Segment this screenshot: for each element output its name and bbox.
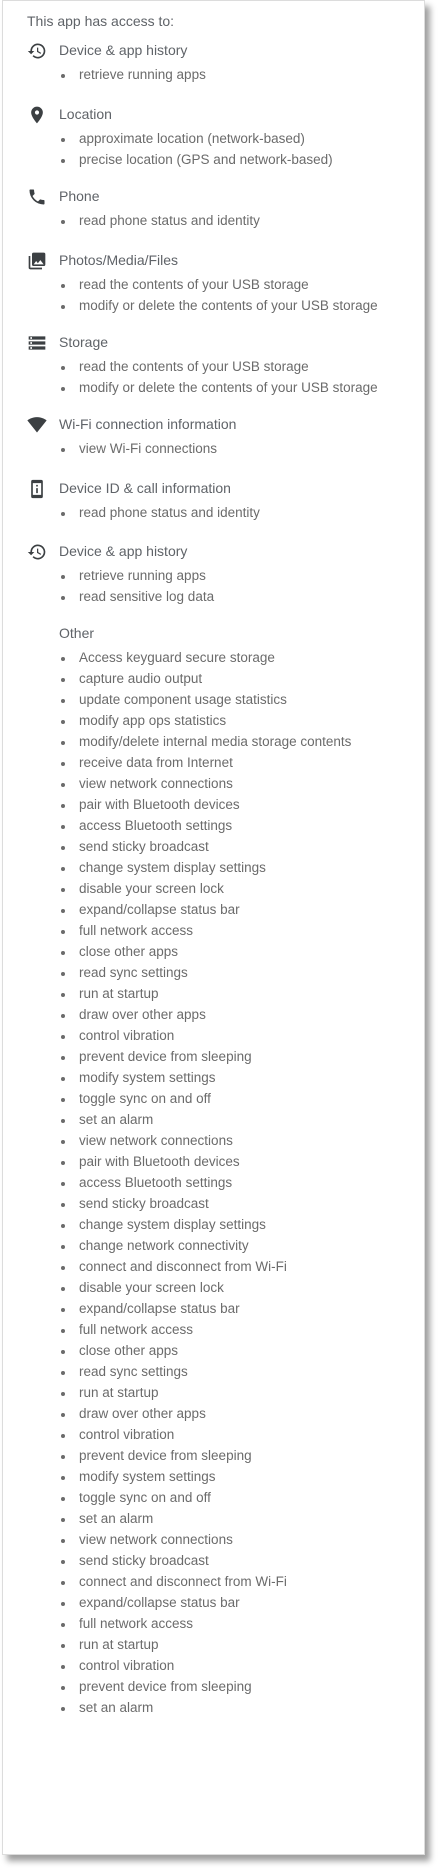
permission-item [3, 859, 423, 880]
permission-item [3, 964, 423, 985]
permission-item [3, 1594, 423, 1615]
permission-item-label: run at startup [79, 1385, 159, 1400]
section-header [3, 186, 423, 208]
permission-item-label: view network connections [79, 1532, 233, 1547]
permission-item-label: read sync settings [79, 1364, 188, 1379]
permission-item-label: control vibration [79, 1028, 175, 1043]
permission-item-label: receive data from Internet [79, 755, 233, 770]
permission-item-label: send sticky broadcast [79, 1553, 209, 1568]
permission-list [3, 66, 423, 87]
permission-item [3, 130, 423, 151]
bullet-icon [61, 1392, 65, 1396]
permission-item-label: read phone status and identity [79, 213, 260, 228]
section-header [3, 623, 423, 645]
permission-item [3, 1195, 423, 1216]
permission-item [3, 1447, 423, 1468]
permission-list [3, 567, 423, 609]
bullet-icon [61, 1434, 65, 1438]
permission-item [3, 1678, 423, 1699]
bullet-icon [61, 1266, 65, 1270]
bullet-icon [61, 867, 65, 871]
permission-list [3, 276, 423, 318]
bullet-icon [61, 1665, 65, 1669]
bullet-icon [61, 1371, 65, 1375]
permission-item [3, 943, 423, 964]
permission-section [3, 186, 423, 228]
permission-list [3, 440, 423, 461]
permission-item [3, 567, 423, 588]
permission-item-label: send sticky broadcast [79, 1196, 209, 1211]
permission-item [3, 1489, 423, 1510]
permission-item-label: draw over other apps [79, 1406, 206, 1421]
permission-section [3, 104, 423, 167]
section-title: Other [59, 625, 95, 641]
permission-item [3, 504, 423, 525]
permission-item [3, 379, 423, 400]
permission-item-label: read the contents of your USB storage [79, 359, 309, 374]
permission-item-label: pair with Bluetooth devices [79, 797, 240, 812]
permission-section [3, 541, 423, 604]
permission-item [3, 1090, 423, 1111]
bullet-icon [61, 305, 65, 309]
permission-item-label: send sticky broadcast [79, 839, 209, 854]
permission-item-label: change system display settings [79, 860, 266, 875]
permission-item-label: pair with Bluetooth devices [79, 1154, 240, 1169]
permission-list [3, 130, 423, 172]
wifi-icon [27, 415, 47, 435]
location-pin-icon [27, 105, 47, 125]
bullet-icon [61, 972, 65, 976]
permission-item-label: prevent device from sleeping [79, 1049, 252, 1064]
history-icon [27, 41, 47, 61]
permission-item-label: view Wi-Fi connections [79, 441, 218, 456]
bullet-icon [61, 699, 65, 703]
permission-item-label: set an alarm [79, 1511, 154, 1526]
permission-item [3, 588, 423, 609]
permission-item-label: precise location (GPS and network-based) [79, 152, 333, 167]
permission-item [3, 297, 423, 318]
permission-item [3, 358, 423, 379]
permission-item [3, 1048, 423, 1069]
permission-item-label: modify app ops statistics [79, 713, 227, 728]
permission-list [3, 504, 423, 525]
bullet-icon [61, 596, 65, 600]
bullet-icon [61, 825, 65, 829]
permission-item-label: full network access [79, 1616, 194, 1631]
permission-item [3, 901, 423, 922]
bullet-icon [61, 1308, 65, 1312]
permission-item-label: read the contents of your USB storage [79, 277, 309, 292]
permission-item [3, 1027, 423, 1048]
bullet-icon [61, 220, 65, 224]
permission-item-label: toggle sync on and off [79, 1490, 211, 1505]
permission-item-label: Access keyguard secure storage [79, 650, 275, 665]
permission-item-label: close other apps [79, 944, 179, 959]
permission-item-label: full network access [79, 1322, 194, 1337]
bullet-icon [61, 1623, 65, 1627]
bullet-icon [61, 1098, 65, 1102]
permission-item [3, 1552, 423, 1573]
bullet-icon [61, 1245, 65, 1249]
bullet-icon [61, 1602, 65, 1606]
permission-item [3, 817, 423, 838]
permission-item-label: approximate location (network-based) [79, 131, 305, 146]
bullet-icon [61, 1413, 65, 1417]
bullet-icon [61, 1287, 65, 1291]
bullet-icon [61, 1539, 65, 1543]
permission-item [3, 985, 423, 1006]
bullet-icon [61, 1014, 65, 1018]
permission-item-label: disable your screen lock [79, 881, 224, 896]
permission-section [3, 623, 423, 1715]
permission-list [3, 212, 423, 233]
permission-item [3, 1321, 423, 1342]
permission-item-label: disable your screen lock [79, 1280, 224, 1295]
history-icon [27, 542, 47, 562]
permission-item-label: connect and disconnect from Wi-Fi [79, 1574, 287, 1589]
permission-item [3, 1216, 423, 1237]
permission-item [3, 712, 423, 733]
permission-item [3, 1636, 423, 1657]
phone-icon [27, 187, 47, 207]
permission-item-label: retrieve running apps [79, 568, 206, 583]
permission-item [3, 1384, 423, 1405]
permission-item-label: control vibration [79, 1658, 175, 1673]
section-header [3, 332, 423, 354]
bullet-icon [61, 159, 65, 163]
permission-item-label: expand/collapse status bar [79, 1301, 240, 1316]
permission-item [3, 670, 423, 691]
permission-item [3, 1510, 423, 1531]
permission-item [3, 1615, 423, 1636]
permission-item-label: modify or delete the contents of your USB storage [79, 298, 378, 313]
bullet-icon [61, 951, 65, 955]
bullet-icon [61, 366, 65, 370]
bullet-icon [61, 138, 65, 142]
permission-item [3, 212, 423, 233]
bullet-icon [61, 762, 65, 766]
bullet-icon [61, 909, 65, 913]
section-header [3, 250, 423, 272]
permission-item [3, 1006, 423, 1027]
permission-list [3, 649, 423, 1720]
permission-list [3, 358, 423, 400]
bullet-icon [61, 846, 65, 850]
bullet-icon [61, 993, 65, 997]
permission-item-label: toggle sync on and off [79, 1091, 211, 1106]
permission-item-label: full network access [79, 923, 194, 938]
bullet-icon [61, 1686, 65, 1690]
permission-item-label: read sync settings [79, 965, 188, 980]
section-title: Wi-Fi connection information [59, 416, 237, 432]
permission-item [3, 1258, 423, 1279]
section-title: Storage [59, 334, 109, 350]
section-title: Device & app history [59, 543, 188, 559]
permission-item-label: read phone status and identity [79, 505, 260, 520]
permission-item [3, 276, 423, 297]
permission-item-label: prevent device from sleeping [79, 1679, 252, 1694]
section-title: Device ID & call information [59, 480, 231, 496]
permission-item-label: expand/collapse status bar [79, 902, 240, 917]
permission-item [3, 440, 423, 461]
permission-item-label: update component usage statistics [79, 692, 287, 707]
bullet-icon [61, 930, 65, 934]
permission-item [3, 838, 423, 859]
bullet-icon [61, 1497, 65, 1501]
bullet-icon [61, 741, 65, 745]
section-header [3, 40, 423, 62]
permission-item [3, 1069, 423, 1090]
permission-item-label: modify system settings [79, 1070, 216, 1085]
permission-item-label: access Bluetooth settings [79, 1175, 233, 1190]
bullet-icon [61, 1224, 65, 1228]
permission-item [3, 691, 423, 712]
permission-section [3, 478, 423, 520]
photo-library-icon [27, 251, 47, 271]
permission-item [3, 922, 423, 943]
section-title: Device & app history [59, 42, 188, 58]
permission-item [3, 880, 423, 901]
bullet-icon [61, 1035, 65, 1039]
permission-item-label: connect and disconnect from Wi-Fi [79, 1259, 287, 1274]
bullet-icon [61, 720, 65, 724]
section-header [3, 541, 423, 563]
bullet-icon [61, 1644, 65, 1648]
bullet-icon [61, 783, 65, 787]
bullet-icon [61, 1707, 65, 1711]
bullet-icon [61, 512, 65, 516]
bullet-icon [61, 575, 65, 579]
device-info-icon [27, 479, 47, 499]
permission-item-label: read sensitive log data [79, 589, 215, 604]
bullet-icon [61, 678, 65, 682]
permission-item [3, 1426, 423, 1447]
permission-item [3, 1342, 423, 1363]
bullet-icon [61, 1161, 65, 1165]
section-title: Phone [59, 188, 100, 204]
section-title: Location [59, 106, 112, 122]
bullet-icon [61, 1056, 65, 1060]
permission-item [3, 1279, 423, 1300]
permissions-card [2, 0, 425, 1855]
permission-item [3, 1405, 423, 1426]
permission-item-label: draw over other apps [79, 1007, 206, 1022]
permission-section [3, 332, 423, 395]
permission-item-label: prevent device from sleeping [79, 1448, 252, 1463]
bullet-icon [61, 1455, 65, 1459]
permission-item-label: close other apps [79, 1343, 179, 1358]
permission-item [3, 1573, 423, 1594]
section-header [3, 414, 423, 436]
permission-item [3, 1300, 423, 1321]
bullet-icon [61, 888, 65, 892]
permission-item-label: set an alarm [79, 1112, 154, 1127]
bullet-icon [61, 1581, 65, 1585]
bullet-icon [61, 387, 65, 391]
bullet-icon [61, 284, 65, 288]
bullet-icon [61, 1140, 65, 1144]
bullet-icon [61, 804, 65, 808]
bullet-icon [61, 1560, 65, 1564]
section-header [3, 104, 423, 126]
permission-item-label: capture audio output [79, 671, 203, 686]
bullet-icon [61, 1182, 65, 1186]
permission-item-label: modify system settings [79, 1469, 216, 1484]
permission-item [3, 1468, 423, 1489]
permissions-header: This app has access to: [27, 13, 175, 29]
permission-section [3, 414, 423, 456]
bullet-icon [61, 657, 65, 661]
permission-item [3, 754, 423, 775]
permission-item-label: run at startup [79, 986, 159, 1001]
bullet-icon [61, 74, 65, 78]
bullet-icon [61, 448, 65, 452]
bullet-icon [61, 1476, 65, 1480]
bullet-icon [61, 1350, 65, 1354]
permission-item-label: expand/collapse status bar [79, 1595, 240, 1610]
bullet-icon [61, 1203, 65, 1207]
permission-section [3, 250, 423, 313]
storage-icon [27, 333, 47, 353]
permission-item-label: change system display settings [79, 1217, 266, 1232]
permission-item [3, 796, 423, 817]
permission-item [3, 1363, 423, 1384]
permission-item-label: set an alarm [79, 1700, 154, 1715]
bullet-icon [61, 1077, 65, 1081]
permission-item-label: control vibration [79, 1427, 175, 1442]
section-header [3, 478, 423, 500]
permission-item-label: modify/delete internal media storage contents [79, 734, 352, 749]
permission-item-label: retrieve running apps [79, 67, 206, 82]
permission-section [3, 40, 423, 82]
permission-item-label: change network connectivity [79, 1238, 249, 1253]
permission-item-label: view network connections [79, 776, 233, 791]
bullet-icon [61, 1518, 65, 1522]
bullet-icon [61, 1329, 65, 1333]
permission-item-label: view network connections [79, 1133, 233, 1148]
permission-item [3, 733, 423, 754]
permission-item [3, 1237, 423, 1258]
permission-item [3, 1174, 423, 1195]
permission-item-label: modify or delete the contents of your USB storage [79, 380, 378, 395]
permission-item [3, 1111, 423, 1132]
permission-item [3, 66, 423, 87]
permission-item [3, 1699, 423, 1720]
bullet-icon [61, 1119, 65, 1123]
permission-item [3, 649, 423, 670]
permission-item [3, 1132, 423, 1153]
section-title: Photos/Media/Files [59, 252, 179, 268]
permission-item-label: run at startup [79, 1637, 159, 1652]
permission-item [3, 1657, 423, 1678]
permission-item-label: access Bluetooth settings [79, 818, 233, 833]
permission-item [3, 1531, 423, 1552]
permission-item [3, 1153, 423, 1174]
permission-item [3, 775, 423, 796]
permission-item [3, 151, 423, 172]
